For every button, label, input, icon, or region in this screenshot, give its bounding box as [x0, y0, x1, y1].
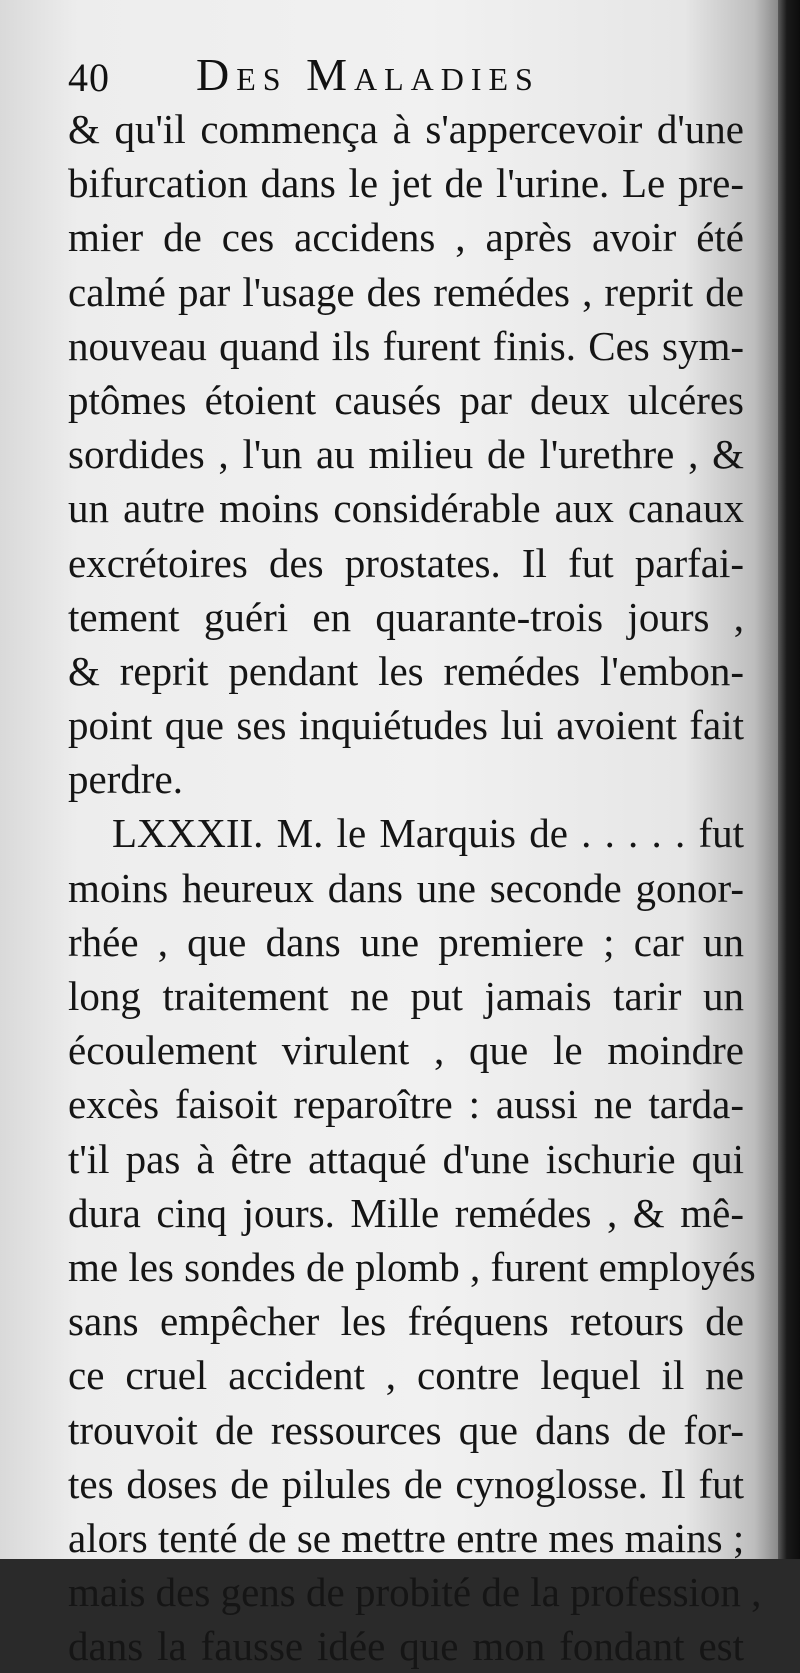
text-line: sans empêcher les fréquens retours de	[68, 1298, 744, 1345]
text-line: alors tenté de se mettre entre mes mains ;	[68, 1514, 745, 1561]
text-line: sordides , l'un au milieu de l'urethre , &	[68, 431, 744, 478]
text-line: calmé par l'usage des remédes , reprit de	[68, 268, 744, 315]
page-number: 40	[68, 55, 110, 100]
text-line: moins heureux dans une seconde gonor-	[68, 864, 744, 911]
text-line: & reprit pendant les remédes l'embon-	[68, 647, 744, 694]
text-line: long traitement ne put jamais tarir un	[68, 973, 744, 1019]
book-gutter-shadow	[778, 0, 800, 1559]
text-line: t'il pas à être attaqué d'une ischurie qui	[68, 1135, 744, 1182]
text-line: & qu'il commença à s'appercevoir d'une	[68, 106, 744, 152]
text-line: me les sondes de plomb , furent employés	[68, 1243, 756, 1290]
text-line: bifurcation dans le jet de l'urine. Le pre-	[68, 160, 744, 207]
text-line: rhée , que dans une premiere ; car un	[68, 918, 744, 965]
text-line: point que ses inquiétudes lui avoient fait	[68, 702, 744, 749]
text-line: LXXXII. M. le Marquis de . . . . . fut	[112, 810, 744, 857]
text-line: ptômes étoient causés par deux ulcéres	[68, 376, 744, 423]
text-line: dura cinq jours. Mille remédes , & mê-	[68, 1189, 744, 1236]
text-line: perdre.	[68, 756, 183, 803]
text-line: tement guéri en quarante-trois jours ,	[68, 593, 744, 640]
text-line: un autre moins considérable aux canaux	[68, 485, 744, 532]
text-line: tes doses de pilules de cynoglosse. Il fut	[68, 1460, 744, 1507]
text-line: nouveau quand ils furent finis. Ces sym-	[68, 322, 744, 369]
body-text	[68, 102, 762, 1673]
running-title: Des Maladies	[196, 49, 540, 100]
text-line: excrétoires des prostates. Il fut parfai-	[68, 539, 744, 586]
text-line: trouvoit de ressources que dans de for-	[68, 1406, 744, 1453]
text-line: mais des gens de probité de la profession ,	[68, 1569, 762, 1616]
text-line: ce cruel accident , contre lequel il ne	[68, 1352, 744, 1399]
text-line: excès faisoit reparoître : aussi ne tarda-	[68, 1081, 744, 1128]
text-line: dans la fausse idée que mon fondant est	[68, 1623, 744, 1670]
text-line: écoulement virulent , que le moindre	[68, 1027, 744, 1074]
text-line: mier de ces accidens , après avoir été	[68, 214, 744, 261]
